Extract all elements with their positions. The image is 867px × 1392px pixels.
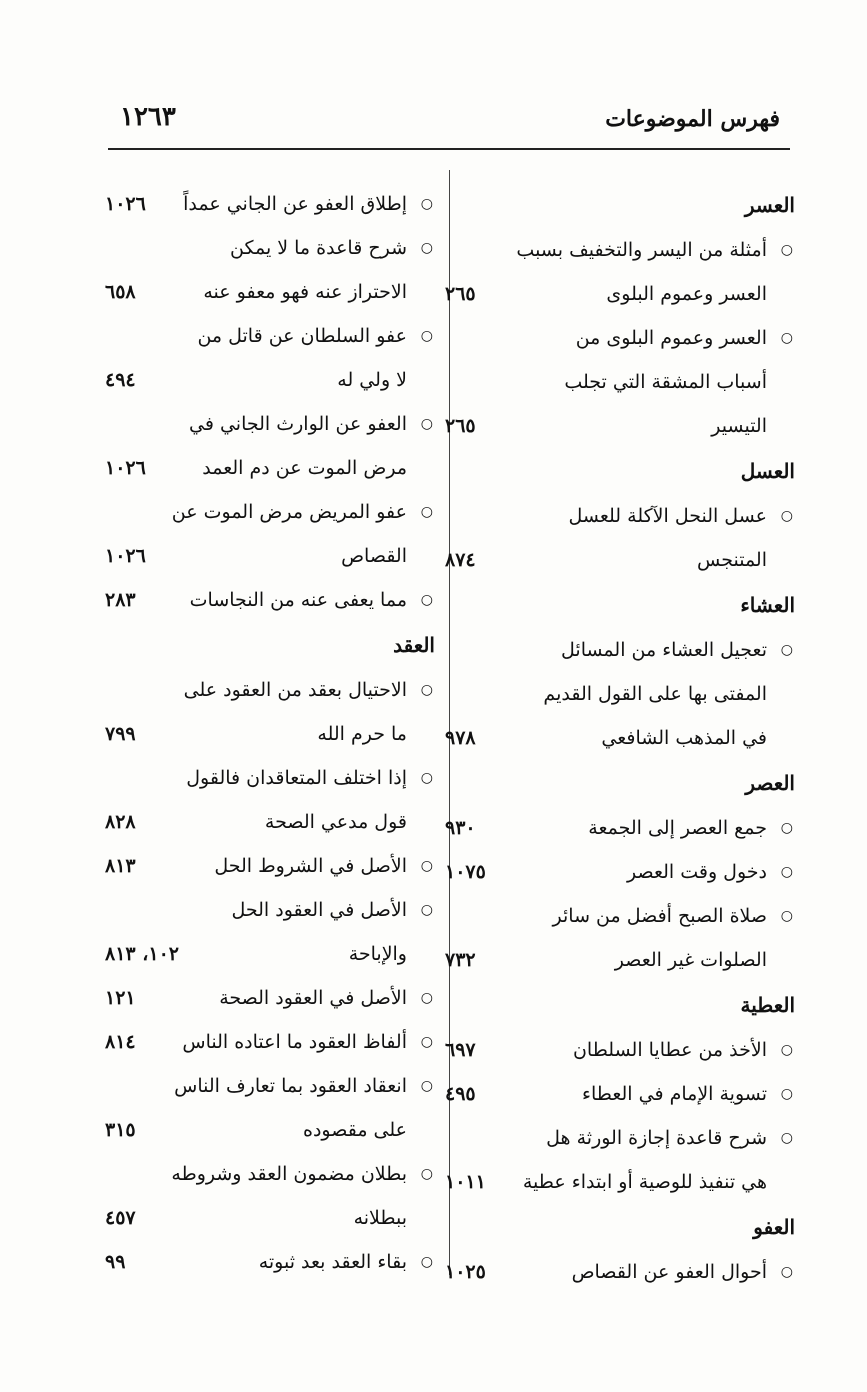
bullet-circle-icon: ○ [420, 504, 433, 520]
entry-line [445, 404, 795, 448]
entry-line [105, 1020, 435, 1064]
bullet-circle-icon: ○ [780, 820, 793, 836]
bullet-circle-icon: ○ [780, 908, 793, 924]
entry-text: مرض الموت عن دم العمد [202, 457, 407, 479]
entry-text: مما يعفى عنه من النجاسات [189, 589, 407, 611]
entry-line [445, 1160, 795, 1204]
entry-line [445, 316, 795, 360]
page-reference: ٩٩ [105, 1251, 126, 1273]
index-entry [105, 756, 435, 844]
bullet-circle-icon: ○ [780, 508, 793, 524]
page-reference: ١٠٢٦ [105, 193, 146, 215]
entry-line [445, 894, 795, 938]
entry-text: دخول وقت العصر [626, 861, 767, 883]
entry-text: التيسير [711, 415, 767, 437]
section-heading: العفو [753, 1215, 795, 1239]
page-reference: ١٠٢، ٨١٣ [105, 943, 179, 965]
header-rule [108, 148, 790, 150]
entry-line [105, 1152, 435, 1196]
entry-text: الأصل في الشروط الحل [214, 855, 407, 877]
section-heading: العسل [740, 459, 795, 483]
entry-text: في المذهب الشافعي [601, 727, 767, 749]
index-entry [445, 628, 795, 760]
entry-text: أحوال العفو عن القصاص [571, 1261, 767, 1283]
entry-line [105, 314, 435, 358]
index-entry [105, 1020, 435, 1064]
entry-line [105, 844, 435, 888]
page-reference: ١٠٢٥ [445, 1261, 486, 1283]
entry-line [105, 182, 435, 226]
index-entry [105, 888, 435, 976]
page-reference: ١٠٧٥ [445, 861, 486, 883]
entry-line [445, 628, 795, 672]
bullet-circle-icon: ○ [420, 592, 433, 608]
index-entry [445, 1072, 795, 1116]
index-entry [445, 316, 795, 448]
index-entry [445, 850, 795, 894]
page-reference: ٤٩٤ [105, 369, 136, 391]
right-column [445, 182, 795, 1294]
entry-text: الأصل في العقود الحل [231, 899, 407, 921]
entry-line [105, 800, 435, 844]
entry-line [105, 446, 435, 490]
entry-text: عفو المريض مرض الموت عن [171, 501, 407, 523]
entry-line [445, 228, 795, 272]
entry-line [105, 1064, 435, 1108]
index-entry [445, 494, 795, 582]
bullet-circle-icon: ○ [420, 902, 433, 918]
page-reference: ٧٩٩ [105, 723, 136, 745]
entry-text: صلاة الصبح أفضل من سائر [552, 905, 767, 927]
entry-line [445, 494, 795, 538]
section-heading: العسر [744, 193, 795, 217]
entry-text: شرح قاعدة إجازة الورثة هل [546, 1127, 767, 1149]
entry-text: أمثلة من اليسر والتخفيف بسبب [516, 239, 767, 261]
entry-line [445, 360, 795, 404]
index-entry [105, 402, 435, 490]
entry-line [445, 538, 795, 582]
entry-text: العسر وعموم البلوى من [575, 327, 767, 349]
entry-text: هي تنفيذ للوصية أو ابتداء عطية [522, 1171, 767, 1193]
entry-text: على مقصوده [303, 1119, 407, 1141]
index-entry [445, 228, 795, 316]
index-entry [105, 844, 435, 888]
index-entry [105, 1152, 435, 1240]
entry-line [445, 1072, 795, 1116]
bullet-circle-icon: ○ [420, 240, 433, 256]
entry-text: المتنجس [696, 549, 767, 571]
bullet-circle-icon: ○ [780, 1264, 793, 1280]
entry-line [105, 226, 435, 270]
entry-line [445, 938, 795, 982]
page-reference: ٢٦٥ [445, 283, 476, 305]
section-heading: العطية [740, 993, 795, 1017]
index-entry [445, 1116, 795, 1204]
page-reference: ١٢١ [105, 987, 136, 1009]
page-reference: ٤٩٥ [445, 1083, 476, 1105]
index-entry [105, 182, 435, 226]
bullet-circle-icon: ○ [780, 330, 793, 346]
entry-text: العسر وعموم البلوى [606, 283, 767, 305]
bullet-circle-icon: ○ [420, 416, 433, 432]
entry-text: تسوية الإمام في العطاء [582, 1083, 767, 1105]
bullet-circle-icon: ○ [420, 858, 433, 874]
entry-line [105, 1108, 435, 1152]
index-entry [105, 226, 435, 314]
index-entry [105, 314, 435, 402]
entry-text: انعقاد العقود بما تعارف الناس [174, 1075, 407, 1097]
entry-line [445, 1250, 795, 1294]
bullet-circle-icon: ○ [780, 1086, 793, 1102]
entry-text: شرح قاعدة ما لا يمكن [230, 237, 407, 259]
entry-text: لا ولي له [337, 369, 407, 391]
index-entry [105, 490, 435, 578]
bullet-circle-icon: ○ [420, 1254, 433, 1270]
page-reference: ٦٩٧ [445, 1039, 476, 1061]
entry-line [105, 1196, 435, 1240]
entry-line [105, 756, 435, 800]
entry-line [445, 672, 795, 716]
entry-text: والإباحة [348, 943, 407, 965]
entry-text: عسل النحل الآكلة للعسل [568, 505, 767, 527]
entry-text: الصلوات غير العصر [614, 949, 767, 971]
entry-line [445, 1028, 795, 1072]
index-entry [445, 1250, 795, 1294]
entry-line [105, 712, 435, 756]
entry-text: الأخذ من عطايا السلطان [572, 1039, 767, 1061]
section-heading: العشاء [740, 593, 795, 617]
page-title: فهرس الموضوعات [605, 106, 780, 132]
index-entry [105, 1240, 435, 1284]
entry-text: الاحتراز عنه فهو معفو عنه [203, 281, 407, 303]
entry-text: قول مدعي الصحة [264, 811, 407, 833]
bullet-circle-icon: ○ [780, 242, 793, 258]
bullet-circle-icon: ○ [780, 642, 793, 658]
page-number: ١٢٦٣ [120, 102, 176, 132]
entry-text: إذا اختلف المتعاقدان فالقول [186, 767, 407, 789]
bullet-circle-icon: ○ [420, 196, 433, 212]
left-column [105, 182, 435, 1284]
entry-text: تعجيل العشاء من المسائل [561, 639, 767, 661]
entry-text: جمع العصر إلى الجمعة [588, 817, 767, 839]
bullet-circle-icon: ○ [420, 1078, 433, 1094]
page-reference: ٧٣٢ [445, 949, 476, 971]
bullet-circle-icon: ○ [780, 1130, 793, 1146]
entry-text: الاحتيال بعقد من العقود على [183, 679, 407, 701]
bullet-circle-icon: ○ [420, 1166, 433, 1182]
bullet-circle-icon: ○ [420, 770, 433, 786]
index-entry [445, 894, 795, 982]
entry-line [445, 272, 795, 316]
index-entry [105, 1064, 435, 1152]
page-reference: ٢٦٥ [445, 415, 476, 437]
entry-line [105, 270, 435, 314]
entry-line [105, 1240, 435, 1284]
entry-text: الأصل في العقود الصحة [219, 987, 407, 1009]
index-entry [445, 1028, 795, 1072]
bullet-circle-icon: ○ [420, 682, 433, 698]
entry-line [105, 668, 435, 712]
bullet-circle-icon: ○ [780, 864, 793, 880]
entry-line [445, 850, 795, 894]
entry-text: بقاء العقد بعد ثبوته [258, 1251, 407, 1273]
page-reference: ١٠١١ [445, 1171, 486, 1193]
entry-text: المفتى بها على القول القديم [543, 683, 767, 705]
index-entry [105, 578, 435, 622]
page-reference: ١٠٢٦ [105, 545, 146, 567]
bullet-circle-icon: ○ [420, 328, 433, 344]
section-heading: العقد [393, 633, 435, 657]
page-header [110, 100, 790, 140]
index-entry [105, 668, 435, 756]
section-heading: العصر [745, 771, 795, 795]
bullet-circle-icon: ○ [420, 1034, 433, 1050]
entry-line [105, 578, 435, 622]
entry-line [105, 402, 435, 446]
entry-text: ما حرم الله [317, 723, 407, 745]
page-reference: ١٠٢٦ [105, 457, 146, 479]
entry-text: إطلاق العفو عن الجاني عمداً [183, 193, 407, 215]
entry-line [445, 806, 795, 850]
entry-line [445, 716, 795, 760]
page-reference: ٢٨٣ [105, 589, 136, 611]
entry-line [105, 358, 435, 402]
entry-text: عفو السلطان عن قاتل من [197, 325, 407, 347]
page-reference: ٨١٤ [105, 1031, 136, 1053]
bullet-circle-icon: ○ [780, 1042, 793, 1058]
page-reference: ٦٥٨ [105, 281, 136, 303]
entry-line [105, 932, 435, 976]
entry-text: ألفاظ العقود ما اعتاده الناس [182, 1031, 407, 1053]
entry-text: أسباب المشقة التي تجلب [564, 371, 767, 393]
page-reference: ٩٧٨ [445, 727, 476, 749]
entry-line [105, 888, 435, 932]
entry-text: القصاص [341, 545, 407, 567]
entry-text: بطلان مضمون العقد وشروطه [171, 1163, 407, 1185]
page-reference: ٨٧٤ [445, 549, 476, 571]
page-reference: ٨٢٨ [105, 811, 136, 833]
entry-text: ببطلانه [353, 1207, 407, 1229]
entry-text: العفو عن الوارث الجاني في [188, 413, 407, 435]
page-reference: ٤٥٧ [105, 1207, 136, 1229]
index-entry [105, 976, 435, 1020]
page-reference: ٩٣٠ [445, 817, 476, 839]
entry-line [445, 1116, 795, 1160]
index-entry [445, 806, 795, 850]
entry-line [105, 534, 435, 578]
bullet-circle-icon: ○ [420, 990, 433, 1006]
page-reference: ٨١٣ [105, 855, 136, 877]
page-reference: ٣١٥ [105, 1119, 136, 1141]
entry-line [105, 976, 435, 1020]
entry-line [105, 490, 435, 534]
